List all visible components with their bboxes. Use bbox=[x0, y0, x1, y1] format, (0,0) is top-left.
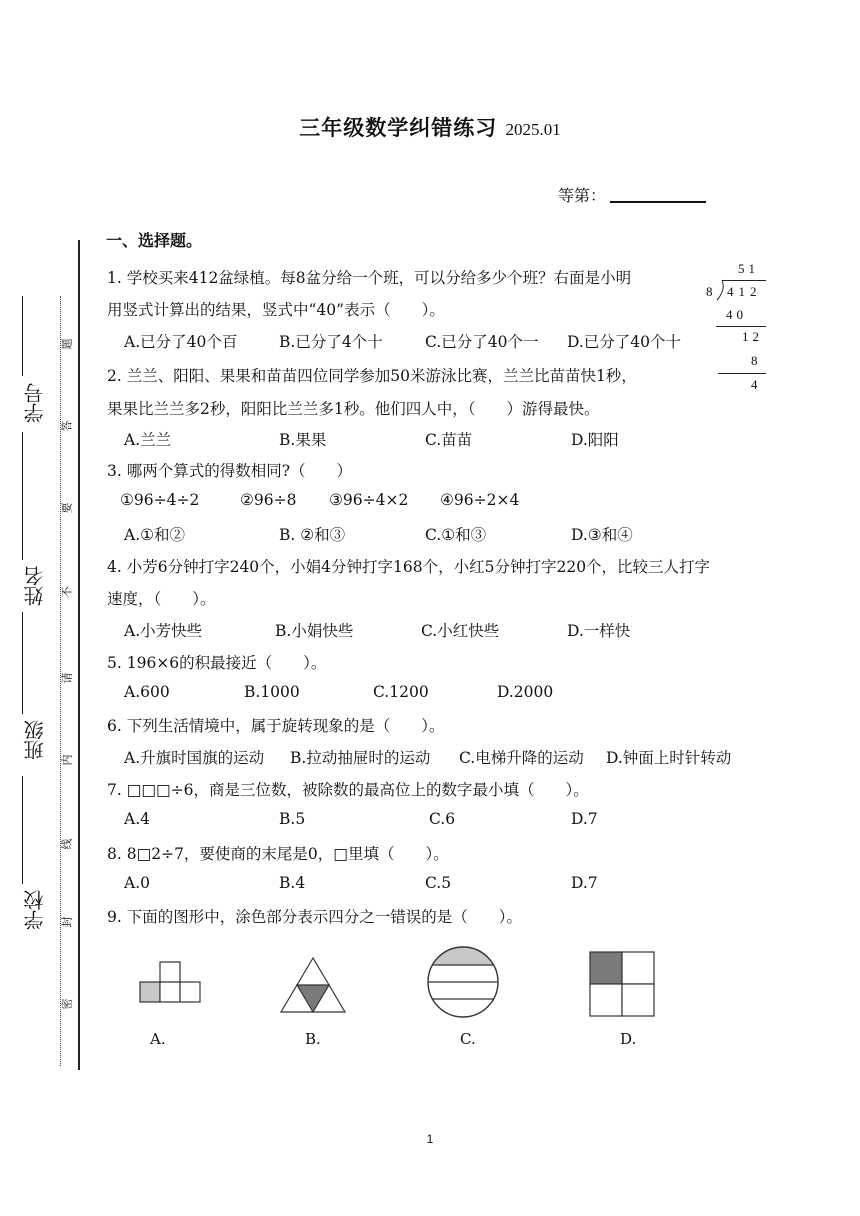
seal-char: 题 bbox=[60, 338, 74, 350]
q3-option-a[interactable]: A.①和② bbox=[124, 526, 186, 544]
question-6-line-1: 6. 下列生活情境中，属于旋转现象的是（ ）。 bbox=[107, 717, 445, 735]
q6-option-a[interactable]: A.升旗时国旗的运动 bbox=[124, 749, 265, 767]
q3-expr-3: ③96÷4×2 bbox=[329, 491, 409, 509]
q4-option-d[interactable]: D.一样快 bbox=[567, 622, 631, 640]
q8-option-c[interactable]: C.5 bbox=[425, 874, 452, 892]
q7-option-a[interactable]: A.4 bbox=[124, 810, 150, 828]
question-7-line-1: 7. □□□÷6，商是三位数，被除数的最高位上的数字最小填（ ）。 bbox=[107, 781, 589, 799]
q9-option-a[interactable]: A. bbox=[150, 1030, 166, 1048]
question-3-line-1: 3. 哪两个算式的得数相同?（ ） bbox=[107, 462, 353, 480]
q1-option-b[interactable]: B.已分了4个十 bbox=[279, 333, 383, 351]
binding-line bbox=[78, 240, 80, 1070]
question-4-line-1: 4. 小芳6分钟打字240个，小娟4分钟打字168个，小红5分钟打字220个，比较三人打字 bbox=[107, 558, 711, 576]
question-4-line-2: 速度，（ ）。 bbox=[107, 590, 216, 608]
q3-option-c[interactable]: C.①和③ bbox=[425, 526, 487, 544]
class-label: 班级 bbox=[23, 720, 47, 760]
score-label: 等第： bbox=[558, 186, 607, 205]
q7-option-d[interactable]: D.7 bbox=[571, 810, 598, 828]
school-label: 学校 bbox=[23, 890, 47, 930]
page-title bbox=[0, 112, 860, 142]
page-number: 1 bbox=[426, 1132, 434, 1146]
q1-option-a[interactable]: A.已分了40个百 bbox=[124, 333, 238, 351]
division-bracket bbox=[714, 279, 726, 301]
division-line bbox=[718, 373, 766, 374]
division-remainder: 4 bbox=[751, 377, 758, 392]
q5-option-a[interactable]: A.600 bbox=[124, 683, 170, 701]
seal-char: 内 bbox=[60, 754, 74, 766]
q3-option-b[interactable]: B. ②和③ bbox=[279, 526, 346, 544]
division-dividend: 412 bbox=[727, 284, 762, 299]
q4-option-b[interactable]: B.小娟快些 bbox=[275, 622, 354, 640]
figure-d[interactable] bbox=[588, 950, 658, 1020]
q4-option-c[interactable]: C.小红快些 bbox=[421, 622, 500, 640]
question-1-line-1: 1. 学校买来412盆绿植。每8盆分给一个班，可以分给多少个班？右面是小明 bbox=[107, 269, 632, 287]
q1-option-d[interactable]: D.已分了40个十 bbox=[567, 333, 682, 351]
seal-char: 请 bbox=[60, 672, 74, 684]
q3-expr-4: ④96÷2×4 bbox=[440, 491, 520, 509]
division-line bbox=[716, 326, 766, 327]
seal-char: 线 bbox=[60, 838, 74, 850]
q9-option-c[interactable]: C. bbox=[460, 1030, 476, 1048]
q3-expr-1: ①96÷4÷2 bbox=[120, 491, 200, 509]
title-main: 三年级数学纠错练习 bbox=[299, 115, 498, 140]
q6-option-c[interactable]: C.电梯升降的运动 bbox=[459, 749, 584, 767]
school-field[interactable] bbox=[22, 776, 23, 884]
q7-option-b[interactable]: B.5 bbox=[279, 810, 306, 828]
q4-option-a[interactable]: A.小芳快些 bbox=[124, 622, 203, 640]
q5-option-b[interactable]: B.1000 bbox=[244, 683, 300, 701]
q2-option-b[interactable]: B.果果 bbox=[279, 431, 327, 449]
title-date: 2025.01 bbox=[505, 120, 561, 139]
division-step2: 12 bbox=[742, 329, 763, 344]
division-divisor: 8 bbox=[706, 284, 713, 299]
seal-char: 要 bbox=[60, 502, 74, 514]
name-field[interactable] bbox=[22, 432, 23, 560]
seal-char: 答 bbox=[60, 420, 74, 432]
q6-option-b[interactable]: B.拉动抽屉时的运动 bbox=[290, 749, 431, 767]
question-2-line-2: 果果比兰兰多2秒，阳阳比兰兰多1秒。他们四人中，（ ）游得最快。 bbox=[107, 400, 600, 418]
seal-char: 密 bbox=[60, 998, 74, 1010]
class-field[interactable] bbox=[22, 612, 23, 714]
q8-option-a[interactable]: A.0 bbox=[124, 874, 150, 892]
q8-option-d[interactable]: D.7 bbox=[571, 874, 598, 892]
question-9-line-1: 9. 下面的图形中，涂色部分表示四分之一错误的是（ ）。 bbox=[107, 908, 522, 926]
q2-option-c[interactable]: C.苗苗 bbox=[425, 431, 473, 449]
figure-a[interactable] bbox=[136, 958, 206, 1008]
division-quotient: 51 bbox=[738, 261, 759, 276]
seal-char: 封 bbox=[60, 916, 74, 928]
q1-option-c[interactable]: C.已分了40个一 bbox=[425, 333, 539, 351]
q3-option-d[interactable]: D.③和④ bbox=[571, 526, 633, 544]
q7-option-c[interactable]: C.6 bbox=[429, 810, 456, 828]
q3-expr-2: ②96÷8 bbox=[240, 491, 297, 509]
q9-option-d[interactable]: D. bbox=[620, 1030, 637, 1048]
student-id-label: 学号 bbox=[23, 383, 47, 423]
division-step3: 8 bbox=[751, 353, 758, 368]
question-8-line-1: 8. 8□2÷7，要使商的末尾是0，□里填（ ）。 bbox=[107, 845, 449, 863]
student-id-field[interactable] bbox=[22, 296, 23, 376]
q8-option-b[interactable]: B.4 bbox=[279, 874, 306, 892]
seal-char: 不 bbox=[60, 586, 74, 598]
question-1-line-2: 用竖式计算出的结果，竖式中“40”表示（ ）。 bbox=[107, 301, 445, 319]
question-5-line-1: 5. 196×6的积最接近（ ）。 bbox=[107, 654, 327, 672]
figure-c[interactable] bbox=[425, 944, 501, 1020]
q5-option-d[interactable]: D.2000 bbox=[497, 683, 554, 701]
figure-b[interactable] bbox=[278, 956, 348, 1014]
name-label: 姓名 bbox=[23, 566, 47, 606]
q6-option-d[interactable]: D.钟面上时针转动 bbox=[606, 749, 732, 767]
q2-option-d[interactable]: D.阳阳 bbox=[571, 431, 619, 449]
division-bar bbox=[722, 280, 766, 281]
division-step1: 40 bbox=[726, 307, 747, 322]
section-heading: 一、选择题。 bbox=[106, 231, 203, 250]
question-2-line-1: 2. 兰兰、阳阳、果果和苗苗四位同学参加50米游泳比赛，兰兰比苗苗快1秒， bbox=[107, 367, 637, 385]
q9-option-b[interactable]: B. bbox=[305, 1030, 321, 1048]
q5-option-c[interactable]: C.1200 bbox=[373, 683, 429, 701]
score-blank[interactable] bbox=[610, 201, 706, 203]
q2-option-a[interactable]: A.兰兰 bbox=[124, 431, 172, 449]
